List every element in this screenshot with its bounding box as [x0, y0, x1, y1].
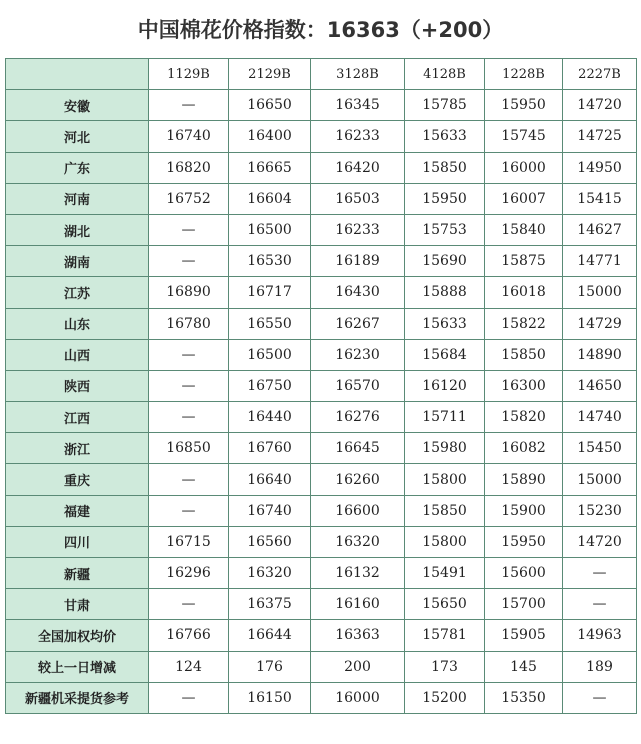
table-row — [6, 526, 637, 557]
price-cell: 16260 — [311, 464, 405, 495]
price-cell: 15822 — [485, 308, 563, 339]
price-cell: 16644 — [229, 620, 311, 651]
price-cell: 16570 — [311, 370, 405, 401]
table-row — [6, 370, 637, 401]
price-cell: — — [149, 495, 229, 526]
price-cell: 189 — [563, 651, 637, 682]
price-cell: 14627 — [563, 214, 637, 245]
price-cell: 16500 — [229, 214, 311, 245]
price-cell: 16276 — [311, 402, 405, 433]
row-label: 江苏 — [6, 277, 149, 308]
price-cell: 16132 — [311, 558, 405, 589]
price-cell: 16560 — [229, 526, 311, 557]
price-cell: 16000 — [311, 682, 405, 713]
price-cell: 15415 — [563, 183, 637, 214]
price-cell: 16750 — [229, 370, 311, 401]
header-row — [6, 59, 637, 90]
price-cell: 15684 — [405, 339, 485, 370]
price-cell: 16430 — [311, 277, 405, 308]
price-cell: 16780 — [149, 308, 229, 339]
column-header: 2129B — [229, 59, 311, 90]
price-cell: 14950 — [563, 152, 637, 183]
table-body — [6, 90, 637, 714]
price-cell: 15711 — [405, 402, 485, 433]
price-cell: 16604 — [229, 183, 311, 214]
column-header: 1228B — [485, 59, 563, 90]
price-cell: 16320 — [229, 558, 311, 589]
price-cell: 16160 — [311, 589, 405, 620]
row-label: 河南 — [6, 183, 149, 214]
price-cell: 16007 — [485, 183, 563, 214]
table-row — [6, 90, 637, 121]
price-cell: 15850 — [405, 495, 485, 526]
price-cell: 15800 — [405, 526, 485, 557]
table-row — [6, 183, 637, 214]
price-cell: — — [563, 558, 637, 589]
price-cell: 16082 — [485, 433, 563, 464]
price-cell: — — [149, 339, 229, 370]
price-cell: 16363 — [311, 620, 405, 651]
price-cell: — — [149, 214, 229, 245]
price-cell: 15950 — [405, 183, 485, 214]
price-cell: 15700 — [485, 589, 563, 620]
price-cell: 176 — [229, 651, 311, 682]
price-cell: 15850 — [405, 152, 485, 183]
table-row — [6, 464, 637, 495]
table-row — [6, 214, 637, 245]
price-cell: 16665 — [229, 152, 311, 183]
table-row — [6, 682, 637, 713]
price-cell: 16650 — [229, 90, 311, 121]
price-cell: — — [149, 402, 229, 433]
price-cell: 14729 — [563, 308, 637, 339]
price-cell: 14890 — [563, 339, 637, 370]
price-cell: 15633 — [405, 308, 485, 339]
price-cell: 15950 — [485, 90, 563, 121]
table-row — [6, 121, 637, 152]
price-cell: 16189 — [311, 246, 405, 277]
price-cell: 15633 — [405, 121, 485, 152]
price-cell: 15650 — [405, 589, 485, 620]
price-cell: — — [149, 246, 229, 277]
price-cell: 16640 — [229, 464, 311, 495]
price-cell: 15950 — [485, 526, 563, 557]
price-cell: 15980 — [405, 433, 485, 464]
price-cell: 16717 — [229, 277, 311, 308]
price-cell: 15690 — [405, 246, 485, 277]
price-cell: 16766 — [149, 620, 229, 651]
price-cell: 124 — [149, 651, 229, 682]
table-row — [6, 558, 637, 589]
row-label: 新疆 — [6, 558, 149, 589]
price-cell: 16320 — [311, 526, 405, 557]
row-label: 浙江 — [6, 433, 149, 464]
table-row — [6, 620, 637, 651]
price-cell: 16850 — [149, 433, 229, 464]
price-cell: 16715 — [149, 526, 229, 557]
price-cell: 16752 — [149, 183, 229, 214]
price-cell: 16890 — [149, 277, 229, 308]
price-cell: 15888 — [405, 277, 485, 308]
price-cell: 15450 — [563, 433, 637, 464]
row-label: 新疆机采提货参考 — [6, 682, 149, 713]
table-row — [6, 152, 637, 183]
price-cell: 15890 — [485, 464, 563, 495]
price-cell: 15900 — [485, 495, 563, 526]
price-cell: — — [563, 589, 637, 620]
price-cell: 16820 — [149, 152, 229, 183]
row-label: 重庆 — [6, 464, 149, 495]
price-cell: 15875 — [485, 246, 563, 277]
row-label: 广东 — [6, 152, 149, 183]
table-row — [6, 651, 637, 682]
price-cell: 16267 — [311, 308, 405, 339]
price-cell: 173 — [405, 651, 485, 682]
price-cell: 14725 — [563, 121, 637, 152]
table-row — [6, 339, 637, 370]
price-cell: 15781 — [405, 620, 485, 651]
price-cell: 15491 — [405, 558, 485, 589]
price-cell: — — [149, 464, 229, 495]
table-row — [6, 308, 637, 339]
price-cell: 16503 — [311, 183, 405, 214]
column-header: 2227B — [563, 59, 637, 90]
price-cell: 16740 — [149, 121, 229, 152]
price-cell: 15840 — [485, 214, 563, 245]
price-cell: 15350 — [485, 682, 563, 713]
row-label: 湖南 — [6, 246, 149, 277]
price-cell: 14720 — [563, 526, 637, 557]
price-cell: 14963 — [563, 620, 637, 651]
price-cell: 16550 — [229, 308, 311, 339]
table-row — [6, 402, 637, 433]
price-cell: 15820 — [485, 402, 563, 433]
price-cell: 16000 — [485, 152, 563, 183]
price-cell: 16150 — [229, 682, 311, 713]
row-label: 安徽 — [6, 90, 149, 121]
price-cell: 16420 — [311, 152, 405, 183]
price-cell: 16375 — [229, 589, 311, 620]
row-label: 陕西 — [6, 370, 149, 401]
price-cell: 15850 — [485, 339, 563, 370]
price-cell: — — [149, 90, 229, 121]
row-label: 湖北 — [6, 214, 149, 245]
price-cell: 14720 — [563, 90, 637, 121]
price-cell: 15800 — [405, 464, 485, 495]
price-cell: — — [149, 682, 229, 713]
row-label: 山西 — [6, 339, 149, 370]
column-header: 1129B — [149, 59, 229, 90]
price-cell: 16296 — [149, 558, 229, 589]
price-cell: 15230 — [563, 495, 637, 526]
page-title: 中国棉花价格指数：16363（+200） — [137, 18, 504, 42]
price-cell: 16645 — [311, 433, 405, 464]
column-header: 4128B — [405, 59, 485, 90]
row-label: 福建 — [6, 495, 149, 526]
row-label: 河北 — [6, 121, 149, 152]
price-cell: 16233 — [311, 214, 405, 245]
price-cell: 16018 — [485, 277, 563, 308]
price-cell: — — [563, 682, 637, 713]
table-row — [6, 246, 637, 277]
price-cell: 15000 — [563, 277, 637, 308]
price-cell: 14650 — [563, 370, 637, 401]
price-cell: 16440 — [229, 402, 311, 433]
cotton-price-table — [5, 58, 637, 714]
table-row — [6, 277, 637, 308]
price-cell: 15753 — [405, 214, 485, 245]
table-row — [6, 589, 637, 620]
corner-cell — [6, 59, 149, 90]
price-cell: 15905 — [485, 620, 563, 651]
price-cell: 15600 — [485, 558, 563, 589]
price-cell: 15000 — [563, 464, 637, 495]
price-cell: 15200 — [405, 682, 485, 713]
price-cell: 16500 — [229, 339, 311, 370]
price-cell: 200 — [311, 651, 405, 682]
price-cell: 16345 — [311, 90, 405, 121]
row-label: 江西 — [6, 402, 149, 433]
row-label: 全国加权均价 — [6, 620, 149, 651]
price-cell: 15745 — [485, 121, 563, 152]
price-cell: 15785 — [405, 90, 485, 121]
price-cell: 16760 — [229, 433, 311, 464]
price-cell: — — [149, 589, 229, 620]
price-cell: 14771 — [563, 246, 637, 277]
price-cell: 16530 — [229, 246, 311, 277]
price-cell: 16230 — [311, 339, 405, 370]
price-cell: 14740 — [563, 402, 637, 433]
price-cell: 16233 — [311, 121, 405, 152]
price-cell: 16300 — [485, 370, 563, 401]
price-cell: 16600 — [311, 495, 405, 526]
row-label: 较上一日增减 — [6, 651, 149, 682]
table-row — [6, 433, 637, 464]
row-label: 山东 — [6, 308, 149, 339]
price-cell: 16740 — [229, 495, 311, 526]
column-header: 3128B — [311, 59, 405, 90]
price-cell: 16120 — [405, 370, 485, 401]
table-row — [6, 495, 637, 526]
row-label: 甘肃 — [6, 589, 149, 620]
price-cell: 145 — [485, 651, 563, 682]
price-cell: 16400 — [229, 121, 311, 152]
price-cell: — — [149, 370, 229, 401]
row-label: 四川 — [6, 526, 149, 557]
